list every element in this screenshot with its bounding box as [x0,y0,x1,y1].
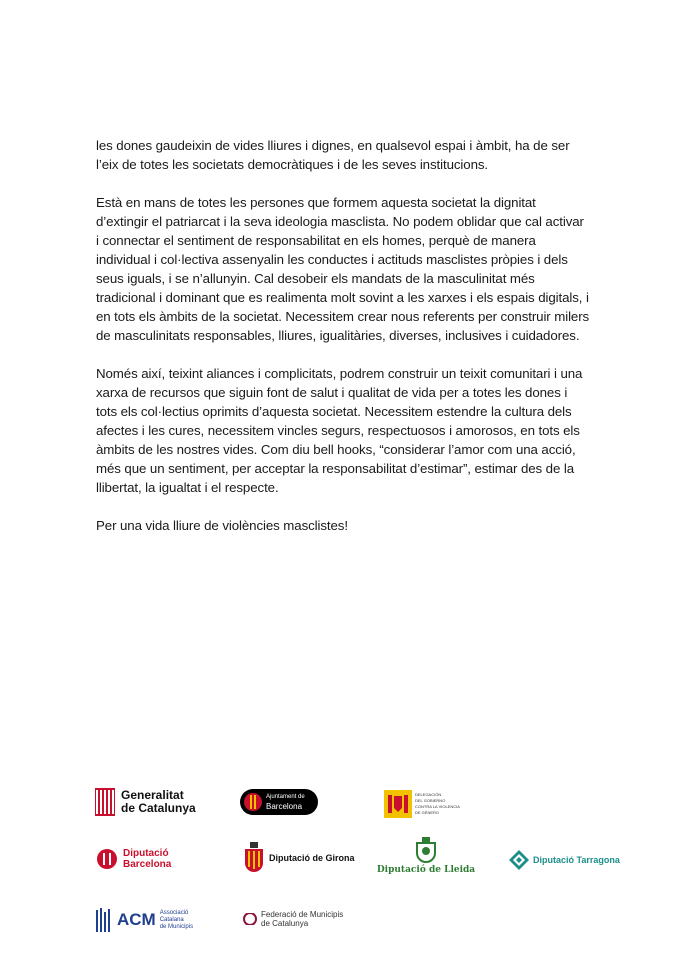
text-line: les dones gaudeixin de vides lliures i dignes, en qualsevol espai i àmbit, ha de ser [96,138,570,153]
acm-line2: Catalana [159,916,184,923]
girona-shield-icon [243,842,265,874]
logo-fmc [243,910,343,928]
generalitat-line2: de Catalunya [121,801,196,815]
text-line: en tots els àmbits de la societat. Necessitem crear nous referents per construir milers [96,309,590,324]
logo-ministerio [384,790,466,818]
paragraph-1 [96,136,616,174]
text-line: xarxa de recursos que siguin font de salut i qualitat de vida per a totes les dones i [96,385,568,400]
ministerio-line3: CONTRA LA VIOLENCIA [415,804,460,809]
acm-line3: de Municipis [159,923,194,930]
text-line: de masculinitats responsables, lliures, igualitàries, diverses, inclusives i cuidadores. [96,328,580,343]
fmc-line2: de Catalunya [261,919,309,928]
text-line: d’extingir el patriarcat i la seva ideologia masclista. No podem oblidar que cal activar [96,214,584,229]
logo-diputacio-tarragona [509,850,620,870]
ajuntament-line1: Ajuntament de [266,794,305,800]
text-line: Per una vida lliure de violències masclistes! [96,518,348,533]
text-line: i connectar el sentiment de responsabilitat en els homes, perquè de manera [96,233,536,248]
senyera-icon [95,788,115,816]
logo-diputacio-lleida [376,837,476,875]
text-line: àmbits de les nostres vides. Com diu bell hooks, “considerar l’amor com una acció, [96,442,576,457]
diputacio-barcelona-icon [96,848,118,870]
text-line: l’eix de totes les societats democràtiques i de les seves institucions. [96,157,489,172]
diputacio-tarragona-label: Diputació Tarragona [533,855,620,865]
generalitat-line1: Generalitat [121,788,184,802]
text-line: llibertat, la igualtat i el respecte. [96,480,279,495]
paragraph-3 [96,364,616,497]
text-line: Està en mans de totes les persones que formem aquesta societat la dignitat [96,195,536,210]
ajuntament-line2: Barcelona [266,802,303,811]
text-line: seus iguals, i se n’allunyin. Cal desobeir els mandats de la masculinitat més [96,271,535,286]
ministerio-line2: DEL GOBIERNO [415,798,446,803]
text-line: afectes i les cures, necessitem vincles segurs, respectuosos i amorosos, en tots els [96,423,580,438]
text-line: tots els col·lectius oprimits d’aquesta societat. Necessitem estendre la cultura dels [96,404,572,419]
diputacio-girona-label: Diputació de Girona [269,853,355,863]
acm-abbr: ACM [117,910,156,929]
text-line: Només així, teixint aliances i complicitats, podrem construir un teixit comunitari i una [96,366,583,381]
diputacio-barcelona-line1: Diputació [123,848,169,859]
lleida-shield-icon [415,837,437,863]
acm-bars-icon [96,908,114,932]
spain-coat-of-arms-icon [384,790,412,818]
fmc-icon [243,913,257,925]
paragraph-2 [96,193,616,345]
logo-diputacio-girona [243,842,355,874]
diputacio-barcelona-line2: Barcelona [123,859,172,870]
text-line: tradicional i dominant que es realimenta molt sovint a les xarxes i els espais digitals, i [96,290,589,305]
fmc-line1: Federació de Municipis [261,910,344,919]
body-text [96,136,616,554]
paragraph-4 [96,516,616,535]
acm-line1: Associació [159,909,189,916]
tarragona-diamond-icon [509,850,529,870]
barcelona-shield-icon [240,789,266,815]
text-line: més que un sentiment, per acceptar la responsabilitat d’estimar”, estimar des de la [96,461,575,476]
ministerio-line4: DE GÉNERO [415,810,440,815]
ministerio-line1: DELEGACIÓN [415,792,442,797]
logo-ajuntament-barcelona [240,789,318,815]
diputacio-lleida-label: Diputació de Lleida [376,865,476,875]
logo-acm [96,908,193,932]
logo-generalitat [95,788,196,816]
logo-diputacio-barcelona [96,848,171,870]
text-line: individual i col·lectiva assenyalin les conductes i actituds masclistes pròpies i dels [96,252,568,267]
